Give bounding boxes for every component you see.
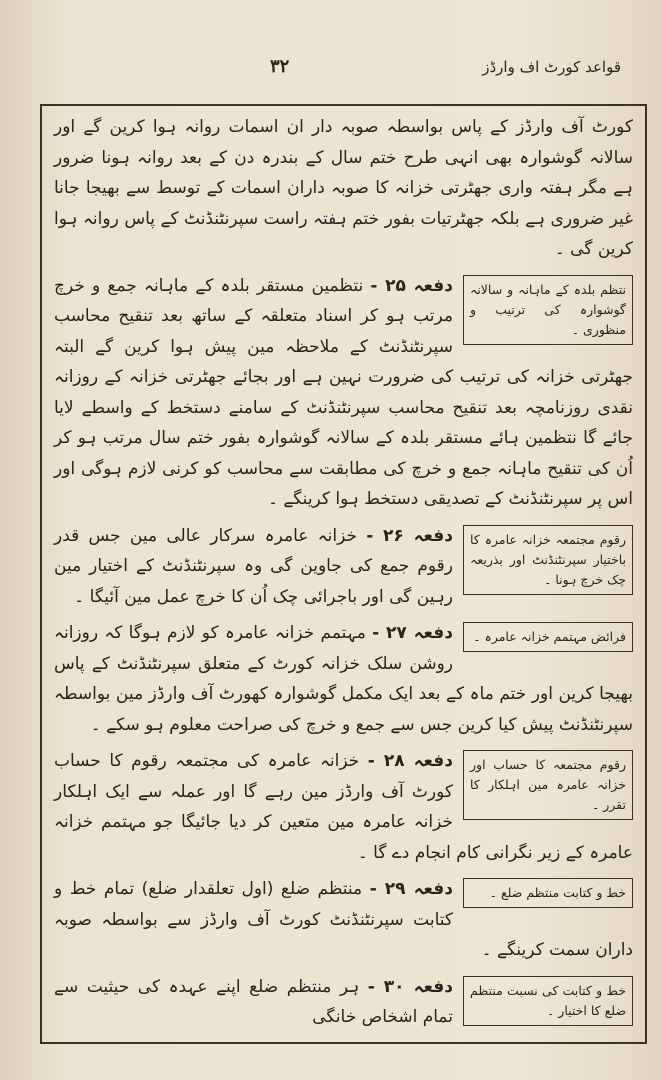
- paragraph-text: کورٹ آف وارڈز کے پاس بواسطہ صوبہ دار ان اسمات روانہ ہوا کرین گے اور سالانہ گوشوارہ بھی انہی طرح ختم سال کے بندرہ دن کے بعد روانہ ہونا ضرور ہے مگر ہفتہ واری جھٹرتی خزانہ کا صوبہ داران اسمات کے توسط سے بھیجا جانا غیر ضروری ہے بلکہ جھٹرتیات بفور ختم ہفتہ راست سپرنٹنڈنٹ کے پاس روانہ ہوا کرین گی ۔: [54, 117, 633, 259]
- paragraph-text: خزانہ عامرہ کی مجتمعہ رقوم کا حساب کورٹ آف وارڈز مین رہے گا اور عملہ سے ایک اہلکار خزانہ عامرہ مین متعین کر دیا جائیگا جو مہتمم خزانہ عامرہ کے زیر نگرانی کام انجام دے گا ۔: [54, 751, 633, 863]
- side-note-section-30: خط و کتابت کی نسبت منتظم ضلع کا اختیار ۔: [463, 976, 633, 1026]
- side-note-section-27: فرائض مہتمم خزانہ عامرہ ۔: [463, 622, 633, 652]
- paragraph-text: منتظم ضلع (اول تعلقدار ضلع) تمام خط و کتابت سپرنٹنڈنٹ کورٹ آف وارڈز سے بواسطہ صوبہ داران سمت کرینگے ۔: [54, 879, 633, 960]
- side-note-section-25: نتظم بلدہ کے ماہانہ و سالانہ گوشوارہ کی ترتیب و منظوری ۔: [463, 275, 633, 345]
- paragraph-text: خزانہ عامرہ سرکار عالی مین جس قدر رقوم جمع کی جاوین گی وہ سپرنٹنڈنٹ کے اختیار مین رہین گی اور باجرائی چک اُن کا خرچ عمل مین آئیگا ۔: [54, 525, 453, 607]
- paragraph-text: نتظمین مستقر بلدہ کے ماہانہ جمع و خرچ مرتب ہو کر اسناد متعلقہ کے ساتھ بعد تنقیح محاسب سپرنٹنڈنٹ کے ملاحظہ مین پیش ہوا کرین گے البتہ جھٹرتی خزانہ کی ترتیب کی ضرورت نہین ہے اور بجائے جھٹرتی خزانہ کے روزانہ نقدی روزنامچہ بعد تنقیح محاسب سپرنٹنڈنٹ کے سامنے دستخط کے واسطے لایا جائے گا نتظمین ہائے مستقر بلدہ کے سالانہ گوشوارہ بفور ختم سال مرتب ہو کر اُن کی تنقیح ماہانہ جمع و خرچ کی مطابقت سے محاسب کو کرنی لازم ہوگی اور اس پر سپرنٹنڈنٹ کے تصدیقی دستخط ہوا کرینگے ۔: [54, 275, 633, 509]
- document-body: [40, 104, 647, 1044]
- section-label: دفعہ ۲۸ -: [367, 751, 453, 771]
- side-note-section-28: رقوم مجتمعہ کا حساب اور خزانہ عامرہ مین اہلکار کا تقرر ۔: [463, 750, 633, 820]
- paragraph-text: ہر منتظم ضلع اپنے عہدہ کی حیثیت سے تمام اشخاص خانگی: [54, 976, 453, 1027]
- section-label: دفعہ ۲۵ -: [370, 275, 453, 296]
- section-label: دفعہ ۳۰ -: [367, 976, 453, 997]
- section-label: دفعہ ۲۷ -: [372, 623, 453, 643]
- paragraph-text: مہتمم خزانہ عامرہ کو لازم ہوگا کہ روزانہ روشن سلک خزانہ کورٹ کے متعلق سپرنٹنڈنٹ کے پاس بھیجا کرین اور ختم ماہ کے بعد ایک مکمل گوشوارہ کھورٹ آف وارڈز مین بواسطہ سپرنٹنڈنٹ پیش کیا کرین جس سے جمع و خرچ کی صراحت معلوم ہو سکے ۔: [54, 623, 633, 735]
- section-label: دفعہ ۲۶ -: [366, 525, 453, 546]
- paragraph-intro: [54, 112, 633, 265]
- page-header: [30, 52, 631, 86]
- side-note-section-29: خط و کتابت منتظم ضلع ۔: [463, 878, 633, 908]
- running-title: قواعد کورٹ اف وارڈز: [482, 58, 621, 76]
- page-number: ۳۲: [270, 56, 290, 77]
- side-note-section-26: رقوم مجتمعہ خزانہ عامرہ کا باختیار سپرنٹنڈنٹ اور بذریعہ چک خرچ ہونا ۔: [463, 525, 633, 595]
- section-label: دفعہ ۲۹ -: [369, 879, 454, 899]
